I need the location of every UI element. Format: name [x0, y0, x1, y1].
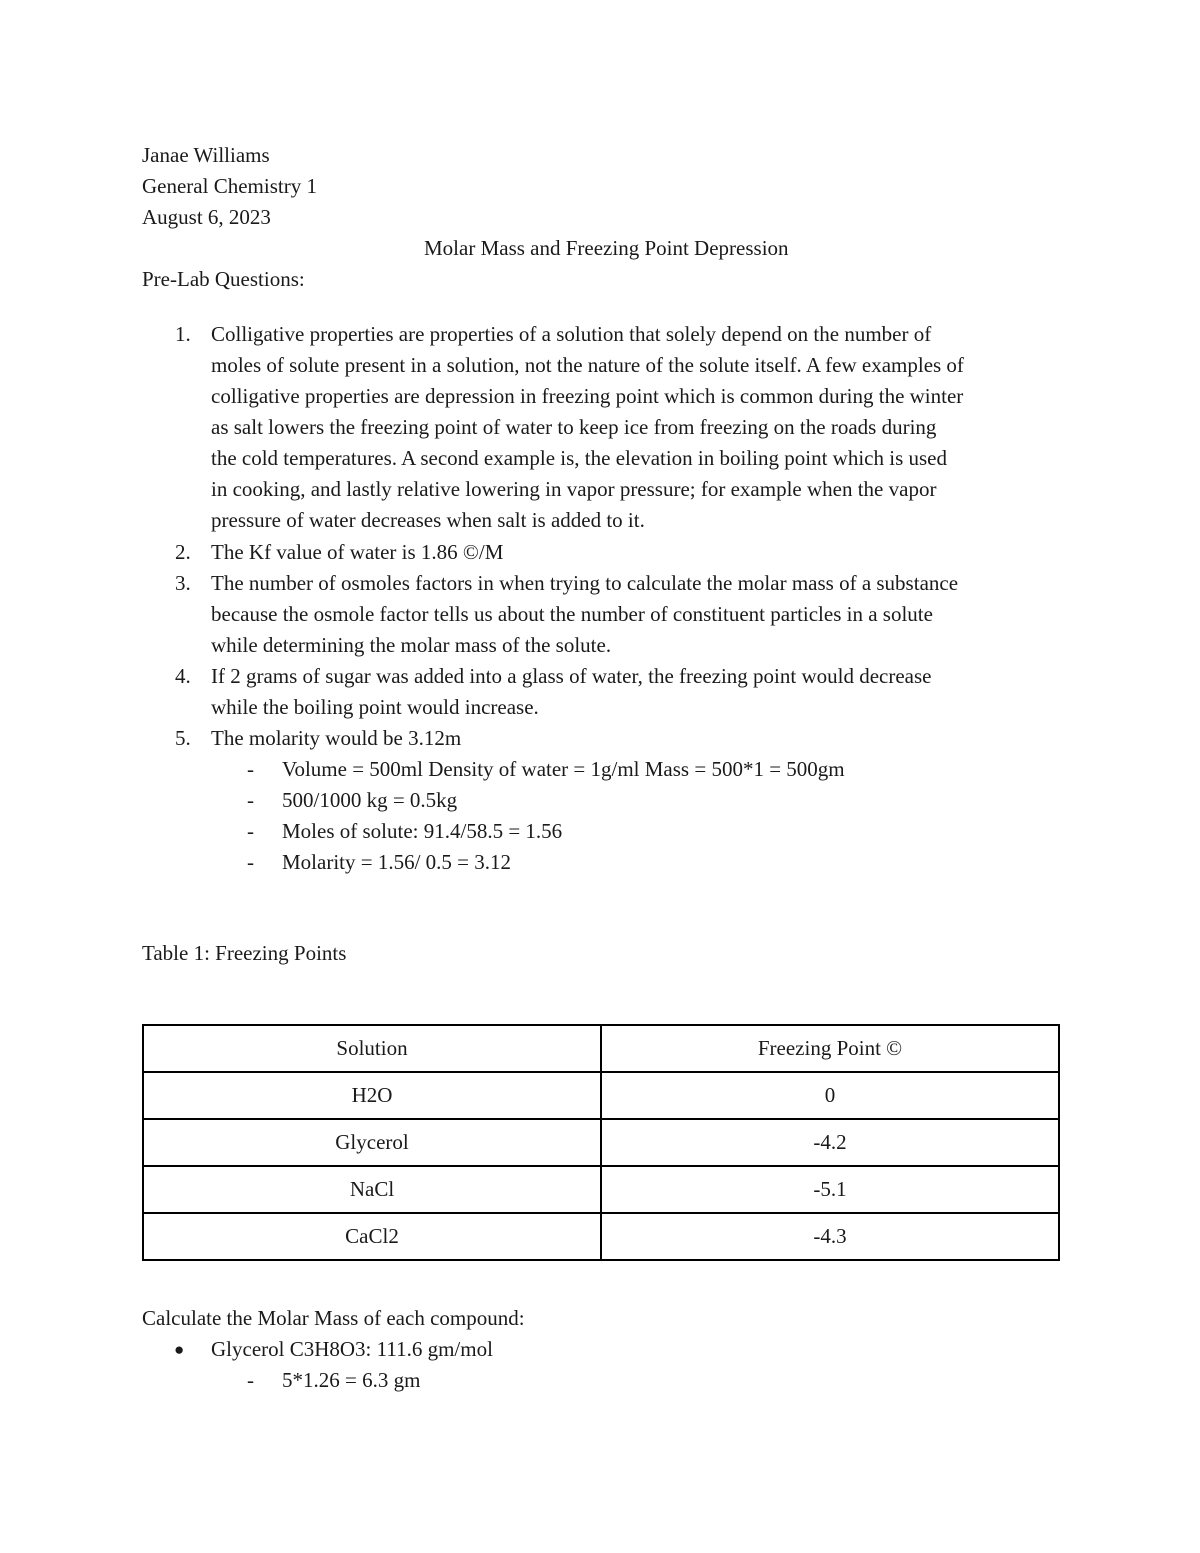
calculation-step: Moles of solute: 91.4/58.5 = 1.56	[282, 819, 563, 843]
table-row	[143, 1213, 1059, 1260]
freezing-point-cell: -4.3	[601, 1213, 1059, 1260]
course-name: General Chemistry 1	[142, 174, 317, 198]
answer-line: The number of osmoles factors in when trying to calculate the molar mass of a substance	[211, 571, 959, 595]
header-cell: Freezing Point ©	[601, 1025, 1059, 1072]
dash-marker: -	[247, 757, 254, 781]
header-cell: Solution	[143, 1025, 601, 1072]
answer-line: pressure of water decreases when salt is added to it.	[211, 508, 645, 532]
answer-line: while determining the molar mass of the solute.	[211, 633, 612, 657]
author-name: Janae Williams	[142, 143, 270, 167]
bullet-icon: ●	[174, 1340, 185, 1359]
calculation-step: 500/1000 kg = 0.5kg	[282, 788, 458, 812]
answer-line: because the osmole factor tells us about the number of constituent particles in a solute	[211, 602, 933, 626]
freezing-point-cell: -5.1	[601, 1166, 1059, 1213]
dash-marker: -	[247, 1368, 254, 1392]
prelab-heading: Pre-Lab Questions:	[142, 267, 305, 291]
freezing-points-table	[142, 1024, 1060, 1261]
report-date: August 6, 2023	[142, 205, 271, 229]
solution-cell: H2O	[143, 1072, 601, 1119]
calculation-step: Molarity = 1.56/ 0.5 = 3.12	[282, 850, 512, 874]
solution-cell: CaCl2	[143, 1213, 601, 1260]
list-number: 2.	[175, 540, 191, 564]
list-number: 5.	[175, 726, 191, 750]
dash-marker: -	[247, 850, 254, 874]
freezing-point-cell: -4.2	[601, 1119, 1059, 1166]
document-title: Molar Mass and Freezing Point Depression	[424, 236, 789, 260]
solution-cell: NaCl	[143, 1166, 601, 1213]
table-header-row	[143, 1025, 1059, 1072]
list-number: 4.	[175, 664, 191, 688]
answer-line: moles of solute present in a solution, not the nature of the solute itself. A few examples of	[211, 353, 964, 377]
table-row	[143, 1119, 1059, 1166]
answer-line: The Kf value of water is 1.86 ©/M	[211, 540, 504, 564]
molar-mass-heading: Calculate the Molar Mass of each compound:	[142, 1306, 525, 1330]
table-caption: Table 1: Freezing Points	[142, 941, 347, 965]
dash-marker: -	[247, 788, 254, 812]
answer-line: while the boiling point would increase.	[211, 695, 539, 719]
freezing-point-cell: 0	[601, 1072, 1059, 1119]
table-row	[143, 1166, 1059, 1213]
answer-line: colligative properties are depression in freezing point which is common during the winter	[211, 384, 964, 408]
list-number: 3.	[175, 571, 191, 595]
answer-line: the cold temperatures. A second example is, the elevation in boiling point which is used	[211, 446, 948, 470]
table-row	[143, 1072, 1059, 1119]
answer-line: Colligative properties are properties of a solution that solely depend on the number of	[211, 322, 932, 346]
answer-line: If 2 grams of sugar was added into a glass of water, the freezing point would decrease	[211, 664, 932, 688]
calculation-step: Volume = 500ml Density of water = 1g/ml Mass = 500*1 = 500gm	[282, 757, 845, 781]
answer-line: The molarity would be 3.12m	[211, 726, 462, 750]
solution-cell: Glycerol	[143, 1119, 601, 1166]
answer-line: as salt lowers the freezing point of water to keep ice from freezing on the roads during	[211, 415, 937, 439]
answer-line: in cooking, and lastly relative lowering in vapor pressure; for example when the vapor	[211, 477, 937, 501]
dash-marker: -	[247, 819, 254, 843]
molar-mass-item: Glycerol C3H8O3: 111.6 gm/mol	[211, 1337, 493, 1361]
calculation-step: 5*1.26 = 6.3 gm	[282, 1368, 421, 1392]
list-number: 1.	[175, 322, 191, 346]
